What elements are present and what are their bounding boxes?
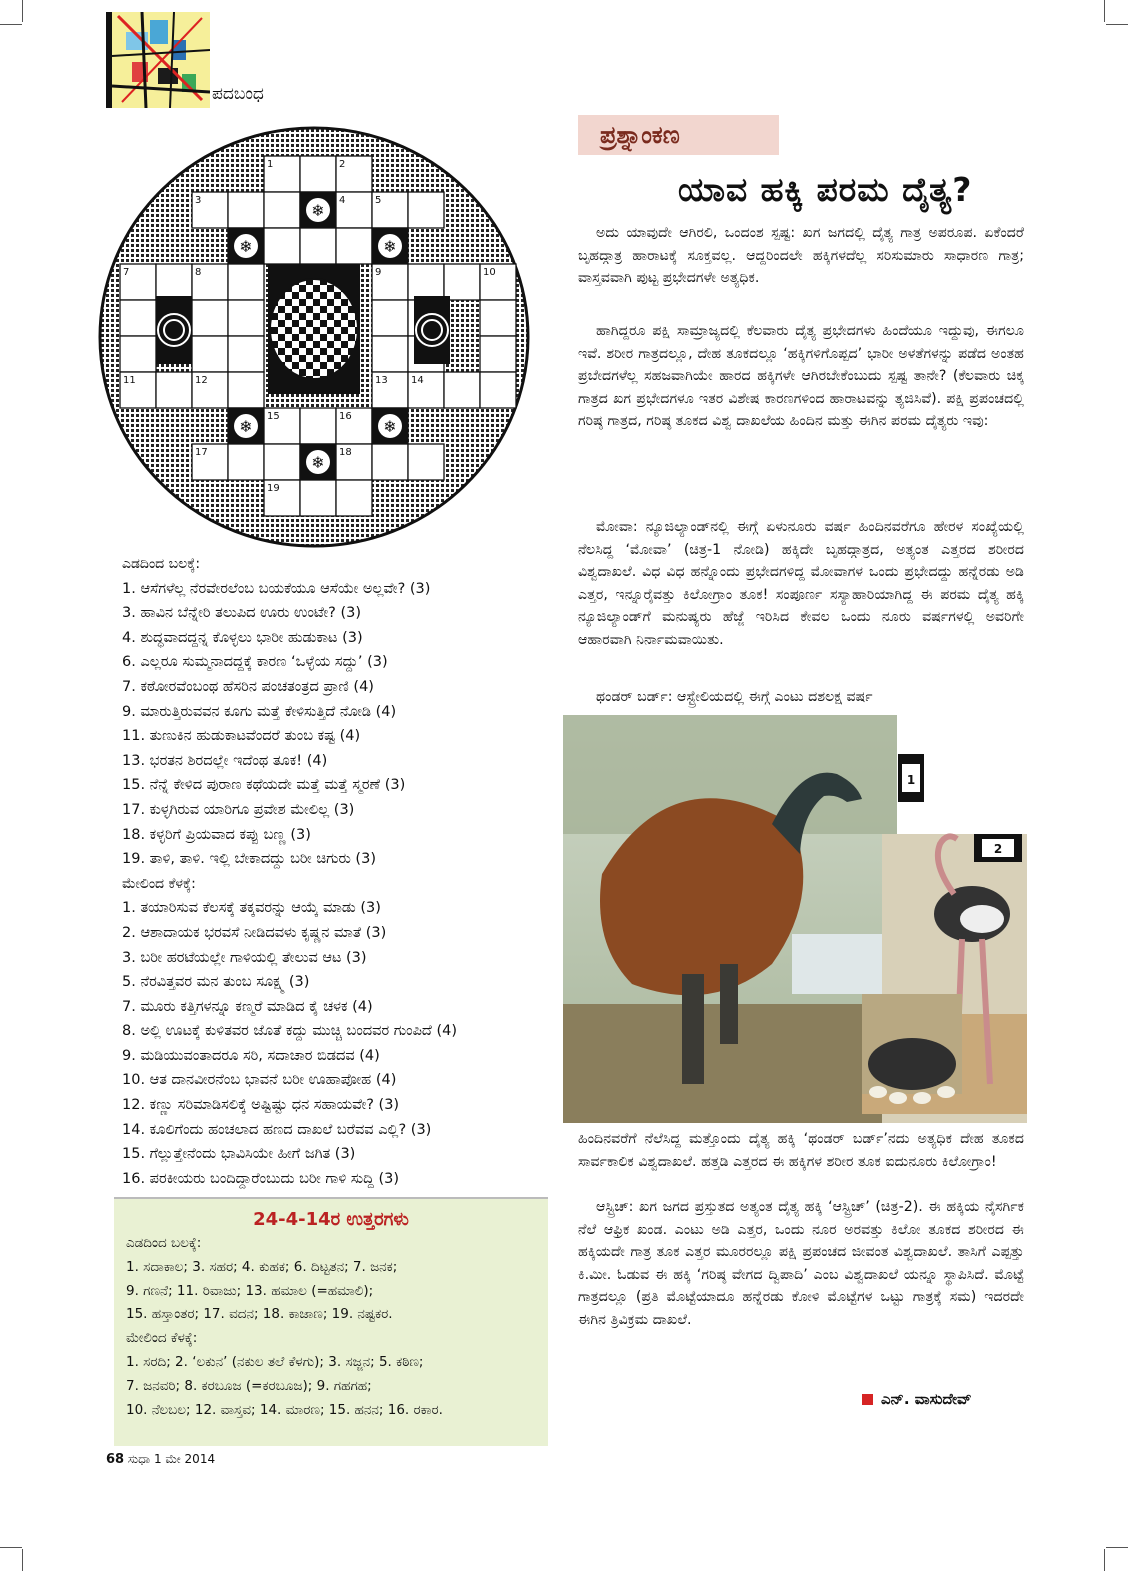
clue-item: 11. ತುಣುಕಿನ ಹುಡುಕಾಟವೆಂದರೆ ತುಂಬ ಕಷ್ಟ (4) — [122, 728, 361, 745]
clue-item: 12. ಕಣ್ಣು ಸರಿಮಾಡಿಸಲಿಕ್ಕೆ ಅಷ್ಟಿಷ್ಟು ಧನ ಸಹಾಯವೇ? (3) — [122, 1097, 400, 1114]
clue-number: 9 — [375, 267, 382, 278]
clue-item: 1. ಆಸೆಗಳೆಲ್ಲ ನೆರವೇರಲೆಂಬ ಬಯಕೆಯೂ ಆಸೆಯೇ ಅಲ್ಲವೇ? (3) — [122, 580, 431, 597]
answers-line: 7. ಜನವರಿ; 8. ಕರಬೂಜ (=ಕರಬೂಜ); 9. ಗಹಗಹ; — [126, 1377, 372, 1394]
across-heading: ಎಡದಿಂದ ಬಲಕ್ಕೆ: — [122, 556, 201, 572]
clue-number: 13 — [375, 375, 388, 386]
article-paragraph: ಆಸ್ಟ್ರಿಚ್: ಖಗ ಜಗದ ಪ್ರಸ್ತುತದ ಅತ್ಯಂತ ದೈತ್ಯ ಹಕ್ಕಿ ‘ಆಸ್ಟ್ರಿಚ್’ (ಚಿತ್ರ-2). ಈ ಹಕ್ಕಿಯ ನೈಸರ್ಗಿಕ ನೆಲೆ ಆಫ್ರಿಕ ಖಂಡ. ಎಂಟು ಅಡಿ ಎತ್ತರ, ಒಂದು ನೂರ ಅರವತ್ತು ಕಿಲೋ ತೂಕದ ಶರೀರದ ಈ ಹಕ್ಕಿಯದೇ ಗಾತ್ರ ತೂಕ ಎತ್ತರ ಮೂರರಲ್ಲೂ ಪಕ್ಷಿ ಪ್ರಪಂಚದ ಜೀವಂತ ವಿಶ್ವದಾಖಲೆ. ತಾಸಿಗೆ ಎಪ್ಪತ್ತು ಕಿ.ಮೀ. ಓಡುವ ಈ ಹಕ್ಕಿ ‘ಗರಿಷ್ಠ ವೇಗದ ದ್ವಿಪಾದಿ’ ಎಂಬ ವಿಶ್ವದಾಖಲೆ ಯನ್ನೂ ಸ್ಥಾಪಿಸಿದೆ. ಮೊಟ್ಟೆ ಗಾತ್ರದಲ್ಲೂ (ಪ್ರತಿ ಮೊಟ್ಟೆಯಾದೂ ಹನ್ನೆರಡು ಕೋಳಿ ಮೊಟ್ಟೆಗಳ ಒಟ್ಟು ಗಾತ್ರಕ್ಕೆ ಸಮ) ಇದರದೇ ಈಗಿನ ತ್ರಿವಿಕ್ರಮ ದಾಖಲೆ. — [578, 1199, 1024, 1328]
author-byline — [862, 1390, 972, 1408]
section-label: ಪದಬಂಧ — [212, 84, 264, 104]
clue-item: 8. ಅಲ್ಲಿ ಊಟಕ್ಕೆ ಕುಳಿತವರ ಜೊತೆ ಕದ್ದು ಮುಚ್ಚಿ ಬಂದವರ ಗುಂಪಿದೆ (4) — [122, 1023, 457, 1040]
answers-line: 1. ಸದಾಕಾಲ; 3. ಸಹರ; 4. ಕುಹಕ; 6. ದಿಟ್ಟತನ; 7. ಜನಕ; — [126, 1258, 398, 1275]
clue-number: 11 — [123, 375, 136, 386]
clue-number: 3 — [195, 195, 202, 206]
figure-2-label: 2 — [993, 842, 1003, 856]
answers-line: 10. ನೆಲಬಲ; 12. ವಾಸ್ತವ; 14. ಮಾರಣ; 15. ಹನನ; 16. ರಕಾರ. — [126, 1401, 443, 1418]
clue-item: 14. ಕೂಲಿಗೆಂದು ಹಂಚಲಾದ ಹಣದ ದಾಖಲೆ ಬರೆವವ ಎಲ್ಲಿ? (3) — [122, 1121, 432, 1138]
answers-line: 15. ಹಸ್ತಾಂತರ; 17. ವದನ; 18. ಕಾಜಾಣ; 19. ನಷ್ಟಕರ. — [126, 1306, 393, 1323]
clue-number: 17 — [195, 447, 208, 458]
bird-illustration — [562, 714, 1028, 1124]
page-number: 68 — [106, 1452, 125, 1467]
clue-number: 10 — [483, 267, 496, 278]
clue-item: 7. ಮೂರು ಕತ್ತಿಗಳನ್ನೂ ಕಣ್ಮರೆ ಮಾಡಿದ ಕೈ ಚಳಕ (4) — [122, 998, 373, 1015]
crop-mark — [22, 1549, 23, 1571]
figure-1-label: 1 — [906, 773, 916, 787]
clue-item: 19. ತಾಳಿ, ತಾಳಿ. ಇಲ್ಲಿ ಬೇಕಾದದ್ದು ಬರೀ ಚಿಗುರು (3) — [122, 851, 376, 868]
article-paragraph: ಥಂಡರ್ ಬರ್ಡ್: ಆಸ್ಟ್ರೇಲಿಯದಲ್ಲಿ ಈಗ್ಗೆ ಎಂಟು ದಶಲಕ್ಷ ವರ್ಷ — [596, 689, 873, 705]
author-name: ಎನ್. ವಾಸುದೇವ್ — [881, 1390, 972, 1408]
clue-item: 15. ಗೆಲ್ಲುತ್ತೇನೆಂದು ಭಾವಿಸಿಯೇ ಹೀಗೆ ಜಗಿತ (3) — [122, 1146, 356, 1163]
clue-item: 4. ಶುದ್ಧವಾದದ್ದನ್ನ ಕೊಳ್ಳಲು ಭಾರೀ ಹುಡುಕಾಟ (3) — [122, 629, 363, 646]
clue-number: 5 — [375, 195, 382, 206]
clue-item: 7. ಕಠೋರವೆಂಬಂಥ ಹೆಸರಿನ ಪಂಚತಂತ್ರದ ಪ್ರಾಣಿ (4) — [122, 678, 374, 695]
column-tag: ಪ್ರಶ್ನಾಂಕಣ — [578, 115, 779, 155]
clue-number: 16 — [339, 411, 352, 422]
article-paragraph: ಮೋವಾ: ನ್ಯೂಜಿಲ್ಯಾಂಡ್‌ನಲ್ಲಿ ಈಗ್ಗೆ ಏಳುನೂರು ವರ್ಷ ಹಿಂದಿನವರೆಗೂ ಹೇರಳ ಸಂಖ್ಯೆಯಲ್ಲಿ ನೆಲಸಿದ್ದ ‘ಮೋವಾ’ (ಚಿತ್ರ-1 ನೋಡಿ) ಹಕ್ಕಿದೇ ಬೃಹದ್ಗಾತ್ರದ, ಅತ್ಯಂತ ಎತ್ತರದ ಶರೀರದ ವಿಶ್ವದಾಖಲೆ. ವಿಧ ವಿಧ ಹನ್ನೊಂದು ಪ್ರಭೇದಗಳಿದ್ದ ಮೋವಾಗಳ ಒಂದು ಪ್ರಭೇದದ್ದು ಹನ್ನೆರಡು ಅಡಿ ಎತ್ತರ, ಇನ್ನೂರೈವತ್ತು ಕಿಲೋಗ್ರಾಂ ತೂಕ! ಸಂಪೂರ್ಣ ಸಸ್ಯಾಹಾರಿಯಾಗಿದ್ದ ಈ ಪರಮ ದೈತ್ಯ ಹಕ್ಕಿ ನ್ಯೂಜಿಲ್ಯಾಂಡ್‌ಗೆ ಮನುಷ್ಯರು ಹೆಜ್ಜೆ ಇರಿಸಿದ ಕೇವಲ ಒಂದು ನೂರು ವರ್ಷಗಳಲ್ಲಿ ಅವರಿಗೇ ಆಹಾರವಾಗಿ ನಿರ್ನಾಮವಾಯಿತು. — [578, 519, 1024, 648]
across-clues — [122, 577, 562, 872]
answers-box — [114, 1197, 548, 1446]
clue-number: 4 — [339, 195, 346, 206]
clue-item: 3. ಬರೀ ಹರಟೆಯಲ್ಲೇ ಗಾಳಿಯಲ್ಲಿ ತೇಲುವ ಆಟ (3) — [122, 949, 367, 966]
snowflake-icon: ❄ — [311, 453, 325, 472]
snowflake-icon: ❄ — [383, 417, 397, 436]
clue-item: 3. ಹಾವಿನ ಬೆನ್ನೇರಿ ತಲುಪಿದ ಊರು ಉಂಟೇ? (3) — [122, 605, 361, 622]
section-logo — [106, 12, 210, 108]
clue-number: 15 — [267, 411, 280, 422]
issue-date: 1 ಮೇ 2014 — [153, 1452, 216, 1466]
bullet-square-icon — [862, 1394, 873, 1405]
article-paragraph: ಅದು ಯಾವುದೇ ಆಗಿರಲಿ, ಒಂದಂಶ ಸ್ಪಷ್ಟ: ಖಗ ಜಗದಲ್ಲಿ ದೈತ್ಯ ಗಾತ್ರ ಅಪರೂಪ. ಏಕೆಂದರೆ ಬೃಹದ್ಗಾತ್ರ ಹಾರಾಟಕ್ಕೆ ಸೂಕ್ತವಲ್ಲ. ಆದ್ದರಿಂದಲೇ ಹಕ್ಕಿಗಳದೆಲ್ಲ ಸರಿಸುಮಾರು ಸಾಧಾರಣ ಗಾತ್ರ; ವಾಸ್ತವವಾಗಿ ಪುಟ್ಟ ಪ್ರಭೇದಗಳೇ ಅತ್ಯಧಿಕ. — [578, 225, 1024, 286]
clue-number: 19 — [267, 483, 280, 494]
clue-number: 12 — [195, 375, 208, 386]
clue-item: 5. ನೆರವಿತ್ತವರ ಮನ ತುಂಬ ಸೂಕ್ಷ್ಮ (3) — [122, 974, 310, 991]
clue-number: 1 — [267, 159, 274, 170]
down-clues — [122, 896, 562, 1191]
answers-title: 24-4-14ರ ಉತ್ತರಗಳು — [253, 1209, 409, 1230]
article-headline: ಯಾವ ಹಕ್ಕಿ ಪರಮ ದೈತ್ಯ? — [678, 170, 973, 209]
clue-item: 9. ಮಡಿಯುವಂತಾದರೂ ಸರಿ, ಸದಾಚಾರ ಬಿಡದವ (4) — [122, 1047, 380, 1064]
clue-number: 18 — [339, 447, 352, 458]
crop-mark — [1104, 0, 1105, 22]
clue-item: 2. ಆಶಾದಾಯಕ ಭರವಸೆ ನೀಡಿದವಳು ಕೃಷ್ಣನ ಮಾತೆ (3) — [122, 924, 387, 941]
snowflake-icon: ❄ — [239, 237, 253, 256]
clue-item: 18. ಕಳ್ಳರಿಗೆ ಪ್ರಿಯವಾದ ಕಪ್ಪು ಬಣ್ಣ (3) — [122, 826, 311, 843]
snowflake-icon: ❄ — [311, 201, 325, 220]
clues-section — [122, 552, 562, 1191]
clue-item: 10. ಆತ ದಾನವೀರನೆಂಬ ಭಾವನೆ ಬರೀ ಊಹಾಪೋಹ (4) — [122, 1072, 397, 1089]
crossword-puzzle — [96, 124, 532, 550]
clue-number: 6 — [231, 231, 238, 242]
crop-mark — [0, 1547, 22, 1548]
answers-across-heading: ಎಡದಿಂದ ಬಲಕ್ಕೆ: — [126, 1235, 202, 1251]
clue-item: 15. ನೆನ್ನೆ ಕೇಳಿದ ಪುರಾಣ ಕಥೆಯದೇ ಮತ್ತೆ ಮತ್ತೆ ಸ್ಮರಣೆ (3) — [122, 777, 406, 794]
magazine-name: ಸುಧಾ — [127, 1452, 151, 1466]
article-paragraph: ಹಾಗಿದ್ದರೂ ಪಕ್ಷಿ ಸಾಮ್ರಾಜ್ಯದಲ್ಲಿ ಕೆಲವಾರು ದೈತ್ಯ ಪ್ರಭೇದಗಳು ಹಿಂದೆಯೂ ಇದ್ದುವು, ಈಗಲೂ ಇವೆ. ಶರೀರ ಗಾತ್ರದಲ್ಲೂ, ದೇಹ ತೂಕದಲ್ಲೂ ‘ಹಕ್ಕಿಗಳಿಗೊಪ್ಪದ’ ಭಾರೀ ಅಳತೆಗಳನ್ನು ಪಡೆದ ಅಂತಹ ಪ್ರಬೇದಗಳೆಲ್ಲ ಸಹಜವಾಗಿಯೇ ಹಾರದ ಹಕ್ಕಿಗಳೇ ಆಗಿರಬೇಕೆಂಬುದು ಸ್ಪಷ್ಟ ತಾನೇ? (ಕೆಲವಾರು ಚಿಕ್ಕ ಗಾತ್ರದ ಖಗ ಪ್ರಭೇದಗಳೂ ಇತರ ವಿಶೇಷ ಕಾರಣಗಳಿಂದ ಹಾರಾಟವನ್ನು ತ್ಯಜಿಸಿವೆ). ಪಕ್ಷಿ ಪ್ರಪಂಚದಲ್ಲಿ ಗರಿಷ್ಠ ಗಾತ್ರದ, ಗರಿಷ್ಠ ತೂಕದ ವಿಶ್ವ ದಾಖಲೆಯ ಹಿಂದಿನ ಮತ್ತು ಈಗಿನ ಪರಮ ದೈತ್ಯರು ಇವು: — [578, 323, 1024, 429]
crop-mark — [22, 0, 23, 22]
clue-item: 13. ಭರತನ ಶಿರದಲ್ಲೇ ಇದೆಂಥ ತೂಕ! (4) — [122, 752, 328, 769]
page-folio — [106, 1452, 215, 1467]
clue-item: 6. ಎಲ್ಲರೂ ಸುಮ್ಮನಾದದ್ದಕ್ಕೆ ಕಾರಣ ‘ಒಳ್ಳೆಯ ಸದ್ದು’ (3) — [122, 654, 388, 671]
clue-number: 14 — [411, 375, 424, 386]
answers-line: 1. ಸರದಿ; 2. ‘ಲಕುನ’ (ನಕುಲ ತಲೆ ಕೆಳಗು); 3. ಸಜ್ಜನ; 5. ಕಠಿಣ; — [126, 1353, 424, 1370]
down-heading: ಮೇಲಿಂದ ಕೆಳಕ್ಕೆ: — [122, 875, 196, 892]
clue-number: 7 — [123, 267, 130, 278]
clue-item: 1. ತಯಾರಿಸುವ ಕೆಲಸಕ್ಕೆ ತಕ್ಕವರನ್ನು ಆಯ್ಕೆ ಮಾಡು (3) — [122, 900, 381, 917]
clue-item: 16. ಪರಕೀಯರು ಬಂದಿದ್ದಾರೆಂಬುದು ಬರೀ ಗಾಳಿ ಸುದ್ದಿ (3) — [122, 1170, 399, 1187]
article-paragraph: ಹಿಂದಿನವರೆಗೆ ನೆಲೆಸಿದ್ದ ಮತ್ತೊಂದು ದೈತ್ಯ ಹಕ್ಕಿ ‘ಥಂಡರ್ ಬರ್ಡ್’ನದು ಅತ್ಯಧಿಕ ದೇಹ ತೂಕದ ಸಾರ್ವಕಾಲಿಕ ವಿಶ್ವದಾಖಲೆ. ಹತ್ತಡಿ ಎತ್ತರದ ಈ ಹಕ್ಕಿಗಳ ಶರೀರ ತೂಕ ಐದುನೂರು ಕಿಲೋಗ್ರಾಂ! — [578, 1131, 1024, 1170]
crop-mark — [1106, 1547, 1128, 1548]
clue-number: 8 — [195, 267, 202, 278]
clue-number: 2 — [339, 159, 346, 170]
clue-item: 17. ಕುಳ್ಳಗಿರುವ ಯಾರಿಗೂ ಪ್ರವೇಶ ಮೇಲಿಲ್ಲ (3) — [122, 801, 355, 818]
answers-line: 9. ಗಣನೆ; 11. ರಿವಾಜು; 13. ಹಮಾಲ (=ಹಮಾಲಿ); — [126, 1282, 374, 1299]
clue-item: 9. ಮಾರುತ್ತಿರುವವನ ಕೂಗು ಮತ್ತೆ ಕೇಳಿಸುತ್ತಿದೆ ನೋಡಿ (4) — [122, 703, 397, 720]
crop-mark — [1104, 1549, 1105, 1571]
crop-mark — [1106, 24, 1128, 25]
answers-down-heading: ಮೇಲಿಂದ ಕೆಳಕ್ಕೆ: — [126, 1330, 198, 1347]
crop-mark — [0, 24, 22, 25]
snowflake-icon: ❄ — [239, 417, 253, 436]
snowflake-icon: ❄ — [383, 237, 397, 256]
